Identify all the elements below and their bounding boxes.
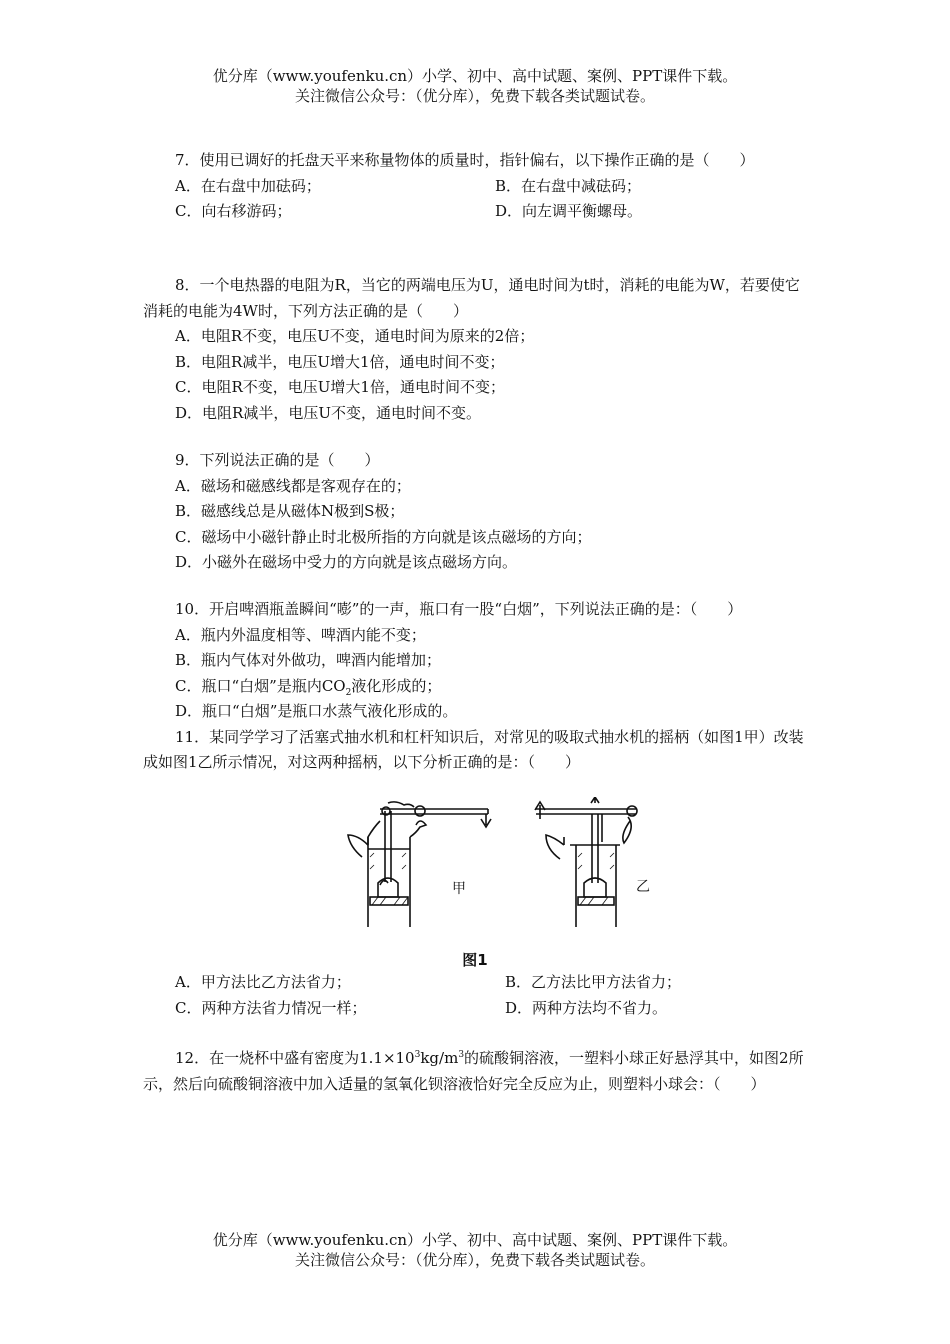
figure-1 <box>340 797 650 932</box>
question-8 <box>143 273 810 426</box>
question-12 <box>143 1046 810 1097</box>
option-a: A．甲方法比乙方法省力； <box>175 973 351 991</box>
option-b: B．瓶内气体对外做功，啤酒内能增加； <box>175 651 442 669</box>
header-line-2: 关注微信公众号：（优分库），免费下载各类试题试卷。 <box>294 87 655 105</box>
option-c: C．向右移游码； <box>175 202 292 220</box>
question-12-stem <box>143 1046 810 1097</box>
question-11-stem: 11．某同学学习了活塞式抽水机和杠杆知识后，对常见的吸取式抽水机的摇柄（如图1甲）改装成如图1乙所示情况，对这两种摇柄，以下分析正确的是：（ ） <box>143 727 804 771</box>
option-c <box>143 674 810 700</box>
option-a: A．电阻R不变，电压U不变，通电时间为原来的2倍； <box>175 327 535 345</box>
figure-label-jia: 甲 <box>452 881 466 897</box>
question-9 <box>143 448 810 576</box>
option-c: C．磁场中小磁针静止时北极所指的方向就是该点磁场的方向； <box>175 527 592 546</box>
option-a: A．瓶内外温度相等、啤酒内能不变； <box>175 625 426 644</box>
question-7 <box>143 148 810 225</box>
option-b: B．在右盘中减砝码； <box>495 176 642 195</box>
co2-subscript: 2 <box>345 687 352 698</box>
option-d: D．瓶口“白烟”是瓶口水蒸气液化形成的。 <box>175 702 458 720</box>
question-7-stem: 7．使用已调好的托盘天平来称量物体的质量时，指针偏右，以下操作正确的是（ ） <box>175 151 755 169</box>
question-12-unit: kg/m <box>420 1049 459 1067</box>
question-10 <box>143 597 810 776</box>
question-7-options-row-1 <box>143 174 810 200</box>
option-b: B．磁感线总是从磁体N极到S极； <box>175 502 405 520</box>
option-a: A．在右盘中加砝码； <box>175 176 321 195</box>
question-7-options-row-2 <box>143 199 810 225</box>
exponent-2: 3 <box>458 1050 465 1060</box>
exponent-1: 3 <box>414 1050 421 1060</box>
option-b: B．乙方法比甲方法省力； <box>505 973 682 991</box>
footer-line-2: 关注微信公众号：（优分库），免费下载各类试题试卷。 <box>294 1251 655 1269</box>
option-c-text: C．瓶口“白烟”是瓶内CO <box>175 676 346 695</box>
question-12-text-2: 的硫酸铜溶液，一塑料小球正好悬浮其中，如图2所示，然后向硫酸铜溶液中加入适量的氢氧化钡溶液恰好完全反应为止，则塑料小球会：（ ） <box>143 1049 804 1093</box>
question-11-options-row-2 <box>143 996 810 1022</box>
figure-label-yi: 乙 <box>636 879 650 895</box>
option-d: D．两种方法均不省力。 <box>505 998 668 1017</box>
question-10-stem: 10．开启啤酒瓶盖瞬间“嘭”的一声，瓶口有一股“白烟”，下列说法正确的是：（ ） <box>175 600 743 618</box>
question-11-options-row-1 <box>143 970 810 996</box>
option-c: C．两种方法省力情况一样； <box>175 998 367 1017</box>
question-12-text-1: 12．在一烧杯中盛有密度为1.1×10 <box>175 1049 415 1067</box>
figure-1-caption: 图1 <box>462 951 488 969</box>
question-9-stem: 9．下列说法正确的是（ ） <box>175 451 380 469</box>
option-d: D．小磁外在磁场中受力的方向就是该点磁场方向。 <box>175 553 518 571</box>
option-a: A．磁场和磁感线都是客观存在的； <box>175 476 411 495</box>
option-d: D．向左调平衡螺母。 <box>495 202 643 220</box>
question-8-stem: 8．一个电热器的电阻为R，当它的两端电压为U，通电时间为t时，消耗的电能为W，若要使它消耗的电能为4W时，下列方法正确的是（ ） <box>143 276 800 320</box>
option-d: D．电阻R减半，电压U不变，通电时间不变。 <box>175 403 481 422</box>
pump-diagram <box>340 797 650 932</box>
header-line-1: 优分库（www.youfenku.cn）小学、初中、高中试题、案例、PPT课件下载。 <box>212 67 738 85</box>
option-c: C．电阻R不变，电压U增大1倍，通电时间不变； <box>175 378 505 396</box>
question-11-options <box>143 970 810 1021</box>
pump-jia-drawing <box>348 802 491 927</box>
footer-line-1: 优分库（www.youfenku.cn）小学、初中、高中试题、案例、PPT课件下载。 <box>212 1231 738 1249</box>
option-c-text-end: 液化形成的； <box>351 676 442 695</box>
pump-yi-drawing <box>535 797 637 927</box>
option-b: B．电阻R减半，电压U增大1倍，通电时间不变； <box>175 352 505 371</box>
